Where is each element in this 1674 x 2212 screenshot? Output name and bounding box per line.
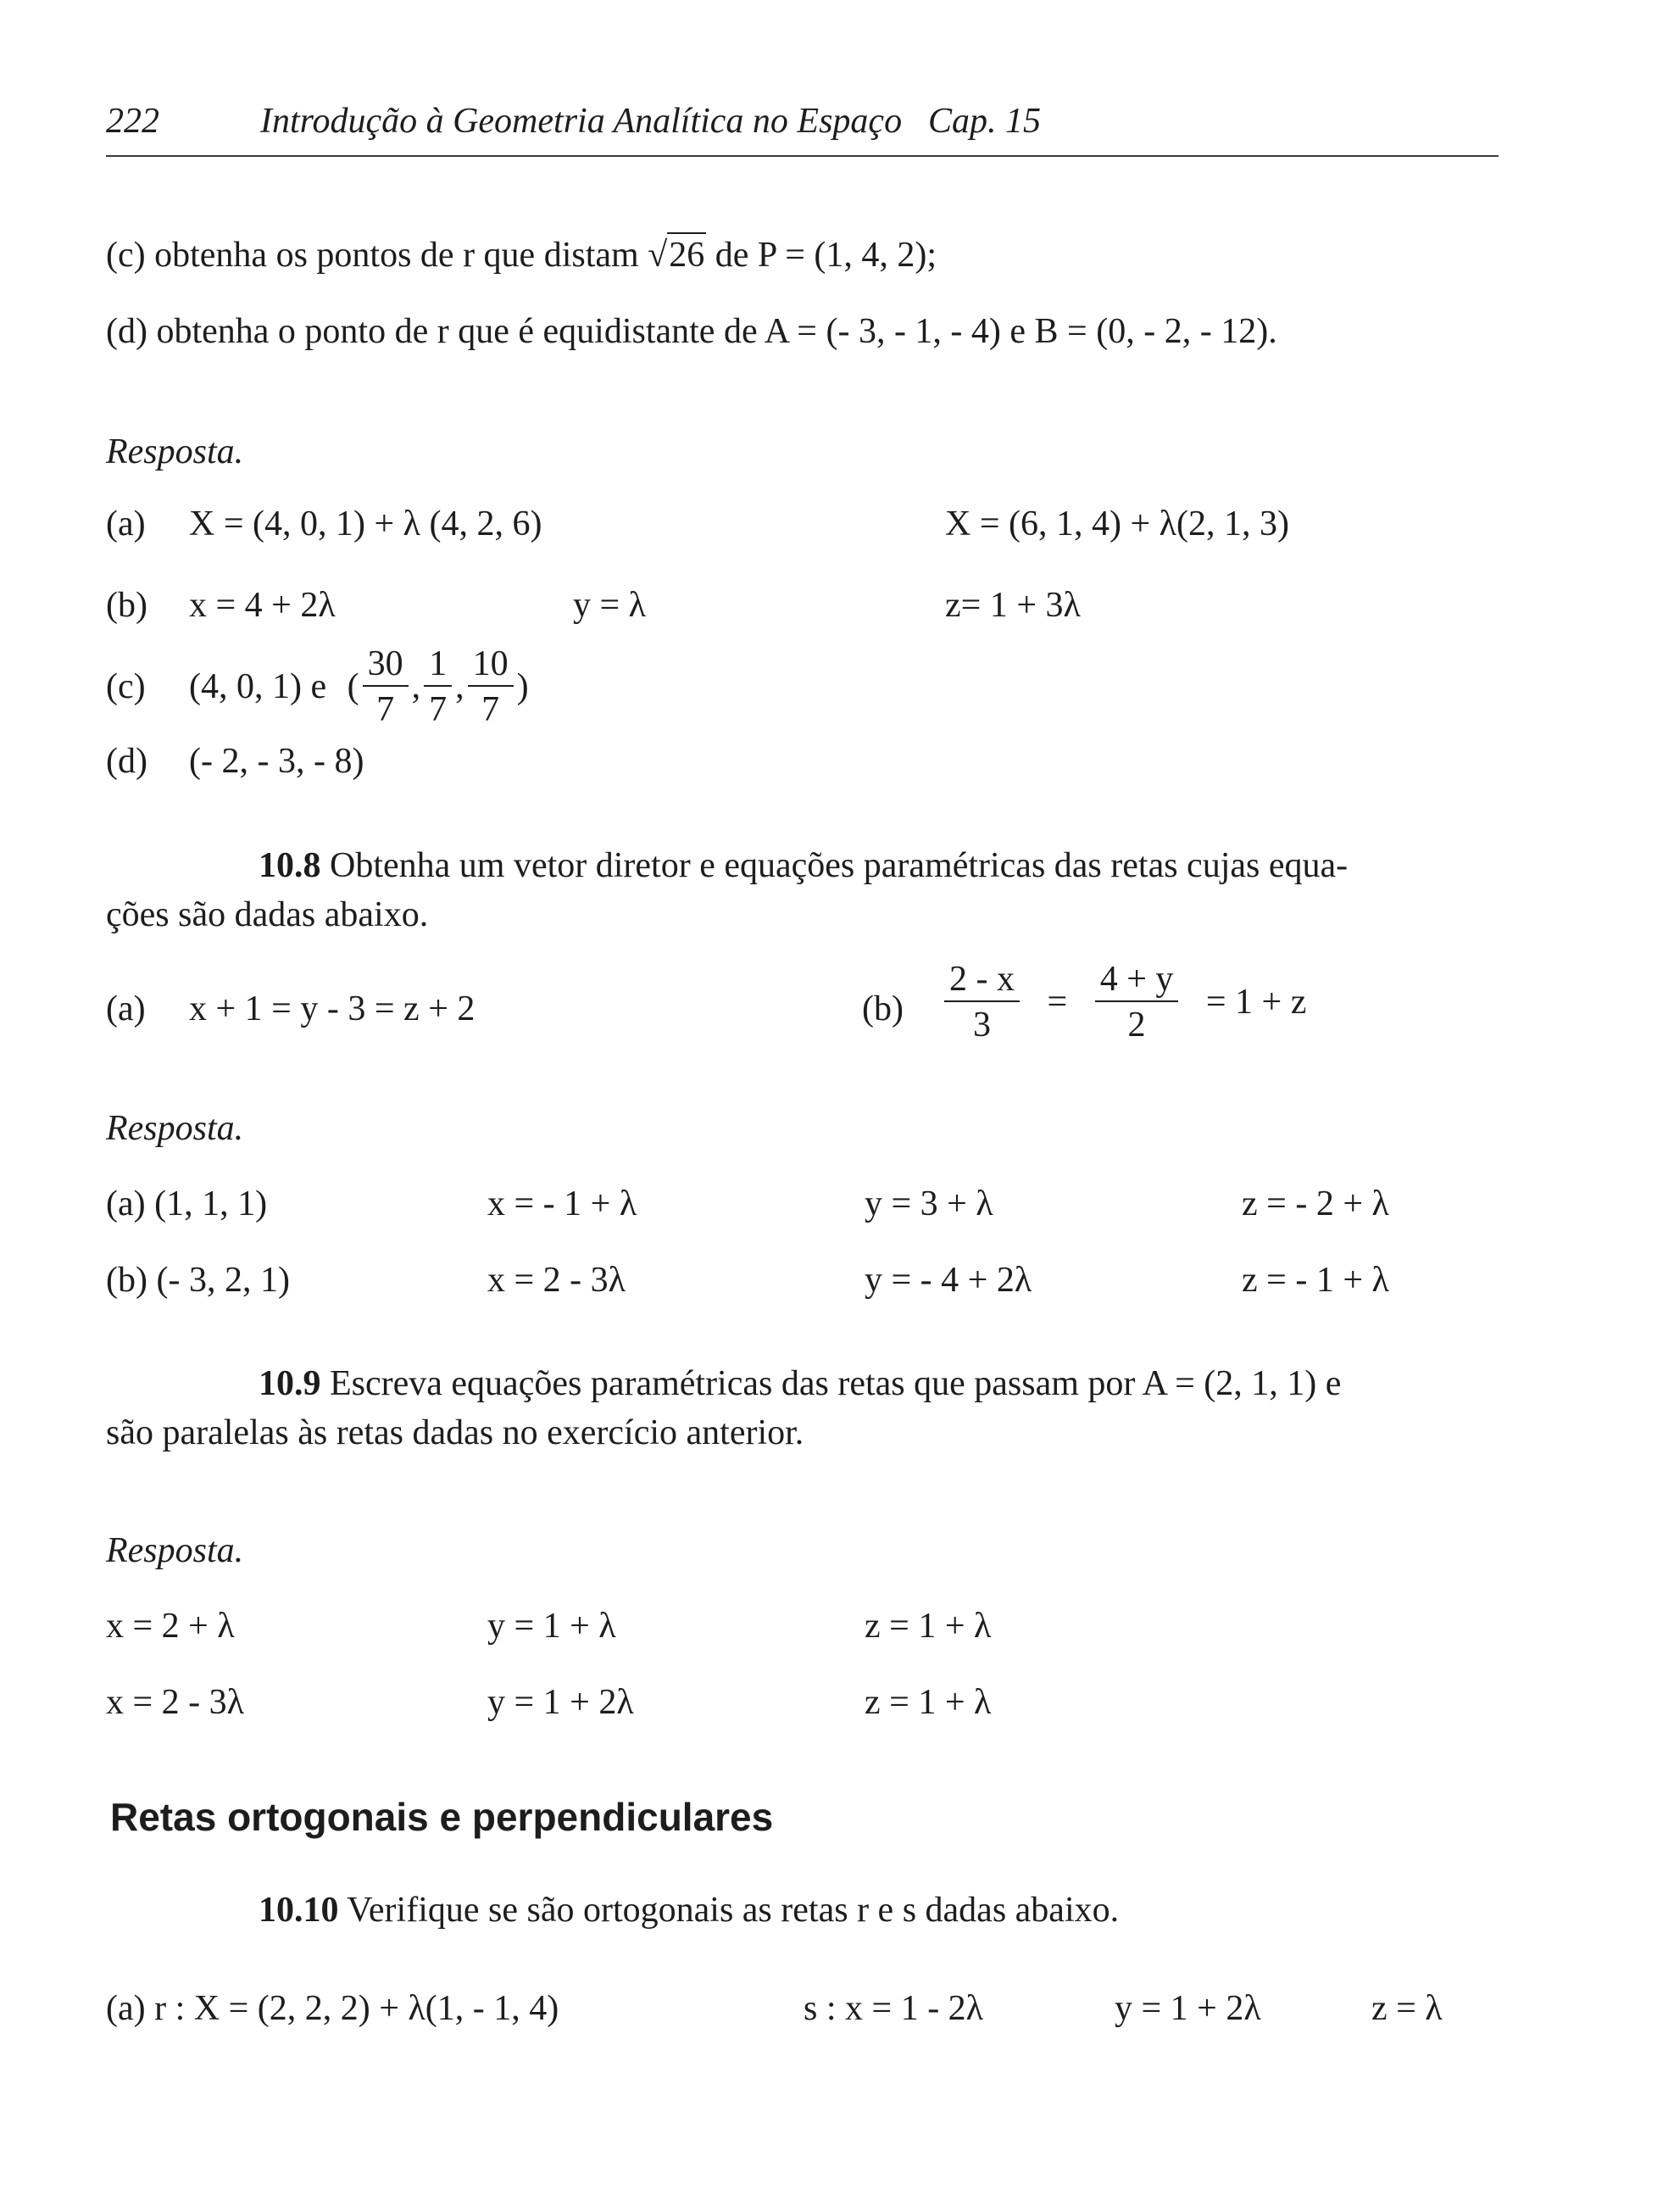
answer-row-z: z = 1 + λ — [865, 1607, 992, 1646]
exercise-10-8-line-2: ções são dadas abaixo. — [106, 895, 429, 934]
ex-10-8-b-label: (b) — [862, 989, 904, 1028]
answer-row-y: y = 1 + λ — [487, 1607, 616, 1646]
item-c-after: de P = (1, 4, 2); — [706, 236, 937, 275]
exercise-text: Verifique se são ortogonais as retas r e s dadas abaixo. — [338, 1891, 1120, 1930]
fraction-numerator: 2 - x — [944, 961, 1020, 1002]
exercise-10-9-line-1 — [106, 1359, 1504, 1408]
exercise-text-1: Obtenha um vetor diretor e equações paramétricas das retas cujas equa- — [320, 846, 1349, 885]
answer-b-z: z= 1 + 3λ — [945, 586, 1081, 625]
answer-a-line-2: X = (6, 1, 4) + λ(2, 1, 3) — [945, 504, 1290, 543]
ex-10-8-a-label: (a) — [106, 989, 146, 1028]
answer-row-vector: (a) (1, 1, 1) — [106, 1184, 268, 1223]
ex-10-10-a-s-z: z = λ — [1371, 1989, 1443, 2028]
fraction-1-numerator: 30 — [363, 646, 409, 687]
answer-d-label: (d) — [106, 742, 147, 781]
chapter-label: Cap. 15 — [928, 102, 1042, 141]
fraction-denominator: 2 — [1127, 1006, 1146, 1045]
exercise-number: 10.8 — [259, 846, 321, 885]
answer-c-label: (c) — [106, 667, 146, 706]
comma-2: , — [455, 667, 464, 706]
exercise-10-9 — [106, 1359, 1504, 1457]
section-heading: Retas ortogonais e perpendiculares — [110, 1795, 774, 1839]
answer-row-y: y = 1 + 2λ — [487, 1683, 634, 1722]
ex-10-10-a-r: (a) r : X = (2, 2, 2) + λ(1, - 1, 4) — [106, 1989, 559, 2028]
answer-label: Resposta. — [106, 432, 244, 471]
answer-row-x: x = 2 + λ — [106, 1607, 235, 1646]
answer-row-vector: (b) (- 3, 2, 1) — [106, 1261, 290, 1300]
answer-a-label: (a) — [106, 504, 146, 543]
fraction-4-plus-y — [1095, 961, 1179, 1043]
item-c-text — [106, 237, 937, 273]
ex-10-8-b-equation — [941, 961, 1306, 1043]
fraction-denominator: 3 — [973, 1006, 991, 1045]
exercise-number: 10.10 — [259, 1891, 339, 1930]
page-number: 222 — [106, 102, 159, 141]
ex-10-10-a-s-x: s : x = 1 - 2λ — [804, 1989, 984, 2028]
sqrt-radicand: 26 — [667, 232, 706, 275]
answer-row-x: x = - 1 + λ — [487, 1184, 637, 1223]
fraction-numerator: 4 + y — [1095, 961, 1179, 1002]
equation-tail: = 1 + z — [1205, 983, 1307, 1022]
fraction-1-denominator: 7 — [376, 690, 395, 729]
fraction-2-numerator: 1 — [424, 646, 452, 687]
answer-c-expression — [189, 646, 529, 727]
header-rule — [106, 155, 1499, 157]
answer-b-y: y = λ — [573, 586, 647, 625]
ex-10-10-a-s-y: y = 1 + 2λ — [1115, 1989, 1261, 2028]
answer-c-text: (4, 0, 1) e — [189, 667, 327, 706]
fraction-3 — [468, 646, 514, 727]
answer-row-z: z = 1 + λ — [865, 1683, 992, 1722]
fraction-1 — [363, 646, 409, 727]
exercise-10-8-line-1 — [106, 841, 1504, 890]
fraction-2-denominator: 7 — [429, 690, 448, 729]
answer-label: Resposta. — [106, 1531, 244, 1570]
item-d-text: (d) obtenha o ponto de r que é equidistante de A = (- 3, - 1, - 4) e B = (0, - 2, - 12). — [106, 312, 1277, 351]
answer-row-y: y = 3 + λ — [865, 1184, 993, 1223]
answer-row-y: y = - 4 + 2λ — [865, 1261, 1032, 1300]
equals-sign: = — [1047, 983, 1068, 1022]
fraction-3-denominator: 7 — [481, 690, 500, 729]
open-paren: ( — [347, 667, 359, 706]
exercise-10-10 — [259, 1892, 1119, 1928]
sqrt-symbol: √ — [648, 236, 668, 275]
running-title: Introdução à Geometria Analítica no Espaço — [260, 102, 903, 141]
fraction-3-numerator: 10 — [468, 646, 514, 687]
fraction-2 — [424, 646, 452, 727]
ex-10-8-a-equation: x + 1 = y - 3 = z + 2 — [189, 989, 476, 1028]
answer-a-line-1: X = (4, 0, 1) + λ (4, 2, 6) — [189, 504, 542, 543]
answer-row-z: z = - 2 + λ — [1242, 1184, 1389, 1223]
comma-1: , — [411, 667, 421, 706]
answer-b-x: x = 4 + 2λ — [189, 586, 336, 625]
answer-label: Resposta. — [106, 1109, 244, 1148]
answer-d-text: (- 2, - 3, - 8) — [189, 742, 364, 781]
exercise-10-8 — [106, 841, 1504, 939]
answer-row-x: x = 2 - 3λ — [106, 1683, 245, 1722]
answer-row-x: x = 2 - 3λ — [487, 1261, 626, 1300]
item-c-before: (c) obtenha os pontos de r que distam — [106, 236, 648, 275]
answer-b-label: (b) — [106, 586, 147, 625]
exercise-10-9-line-2: são paralelas às retas dadas no exercício anterior. — [106, 1413, 804, 1452]
answer-row-z: z = - 1 + λ — [1242, 1261, 1389, 1300]
exercise-number: 10.9 — [259, 1364, 321, 1403]
close-paren: ) — [516, 667, 529, 706]
exercise-text-1: Escreva equações paramétricas das retas que passam por A = (2, 1, 1) e — [320, 1364, 1342, 1403]
fraction-2-minus-x — [944, 961, 1020, 1043]
sqrt-expression — [648, 237, 706, 273]
